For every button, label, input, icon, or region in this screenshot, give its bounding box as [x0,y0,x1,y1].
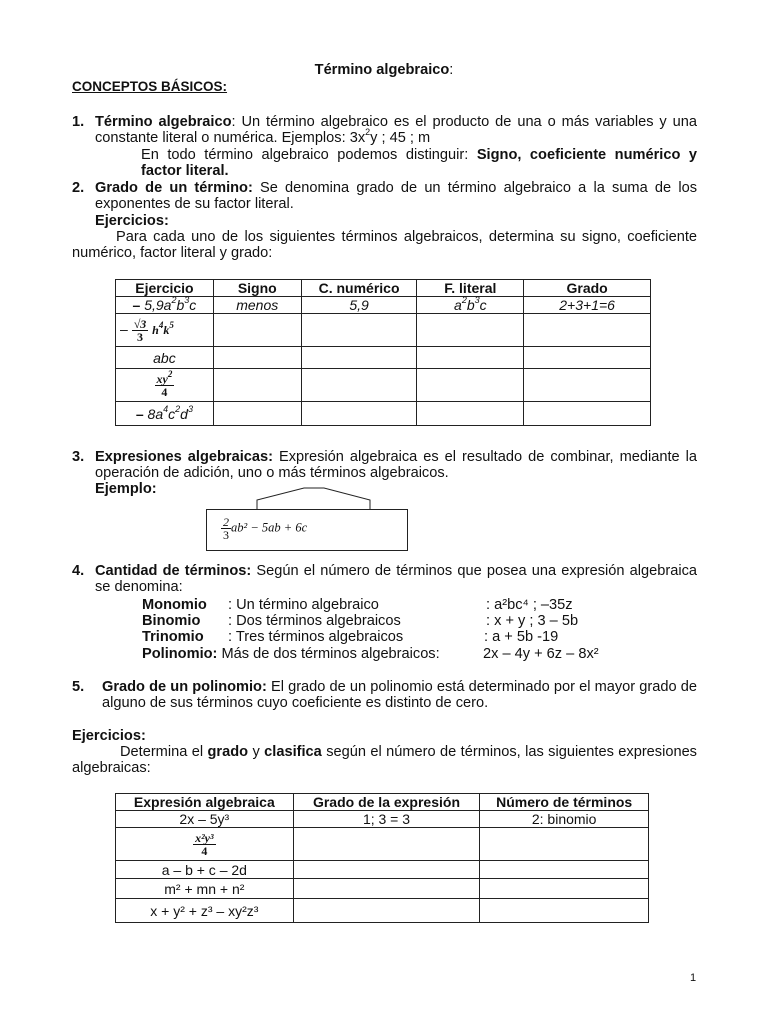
exercise-instructions: Para cada uno de los siguientes términos algebraicos, determina su signo, coeficiente numérico, factor literal y grado: [72,229,697,261]
item-number: 2. [72,180,85,196]
example-label: Ejemplo: [95,481,157,497]
table-cell [524,402,651,426]
table-row [116,297,651,314]
table-cell [116,828,294,861]
table-cell [213,369,301,402]
definition-expresiones: Expresiones algebraicas: Expresión algebraica es el resultado de combinar, mediante la operación de adición, uno o más términos algebraicos. [95,449,697,481]
table-cell [213,347,301,369]
table-cell [417,347,524,369]
header-cell: Grado de la expresión [293,794,480,811]
header-cell: F. literal [417,280,524,297]
table-cell: – $8a^4c^2d^3$ [116,402,214,426]
expressions-table [115,793,649,923]
table-cell: $a^2b^3c$ [417,297,524,314]
table-cell [524,347,651,369]
table-cell [293,828,480,861]
table-row [116,828,649,861]
table-row [116,879,649,899]
table-cell [417,369,524,402]
definition-grado: Grado de un término: Se denomina grado de un término algebraico a la suma de los exponentes de su factor literal. [95,180,697,212]
arrow-pointer-icon [256,487,372,511]
table-cell: a – b + c – 2d [116,861,294,879]
fraction: $\frac{xy^2}{4}$ [156,368,173,399]
classification-monomio: Monomio : Un término algebraico [142,597,379,613]
table-row [116,402,651,426]
example-monomio: : a²bc⁴ ; –35z [486,597,573,613]
item-number: 5. [72,679,85,695]
exercises-label: Ejercicios: [72,728,146,744]
table-cell [417,314,524,347]
table-cell [524,314,651,347]
table-cell [301,402,417,426]
table-cell: x + y² + z³ – xy²z³ [116,899,294,923]
classification-polinomio: Polinomio: Más de dos términos algebraicos: [142,646,440,662]
table-row [116,369,651,402]
item-number: 1. [72,114,85,130]
header-cell: C. numérico [301,280,417,297]
table-cell: abc [116,347,214,369]
table-cell: 5,9 [301,297,417,314]
header-cell: Número de términos [480,794,649,811]
table-cell [293,861,480,879]
table-cell [293,879,480,899]
item-number: 3. [72,449,85,465]
table-cell: – $5,9a^2b^3c$ [116,297,214,314]
exercise-instructions: Determina el grado y clasifica según el número de términos, las siguientes expresiones algebraicas: [72,744,697,776]
definition-cantidad: Cantidad de términos: Según el número de términos que posea una expresión algebraica se denomina: [95,563,698,595]
table-cell [116,369,214,402]
table-cell [480,828,649,861]
table-cell: m² + mn + n² [116,879,294,899]
table-cell: 2+3+1=6 [524,297,651,314]
page-number: 1 [690,972,697,984]
classification-binomio: Binomio : Dos términos algebraicos [142,613,401,629]
table-row [116,899,649,923]
table-row [116,314,651,347]
definition-grado-polinomio: Grado de un polinomio: El grado de un polinomio está determinado por el mayor grado de alguno de sus términos cuyo coeficiente es distinto de cero. [102,679,697,711]
table-cell: 1; 3 = 3 [293,811,480,828]
item-number: 4. [72,563,85,579]
section-heading: CONCEPTOS BÁSICOS: [72,79,228,94]
table-cell [213,314,301,347]
table-header-row [116,280,651,297]
fraction: $\frac{2}{3}$ [223,515,229,542]
definition-termino: Término algebraico: Un término algebraico es el producto de una o más variables y una constante literal o numérica. Ejemplos: $3x^2y$ ; 45 ; m [95,114,697,146]
table-cell [213,402,301,426]
table-cell: 2x – 5y³ [116,811,294,828]
table-header-row [116,794,649,811]
header-cell: Grado [524,280,651,297]
table-cell [524,369,651,402]
example-trinomio: : a + 5b -19 [484,629,559,645]
table-cell [480,899,649,923]
indent-paragraph: En todo término algebraico podemos distinguir: Signo, coeficiente numérico y factor literal. [141,147,697,179]
header-cell: Expresión algebraica [116,794,294,811]
table-cell: menos [213,297,301,314]
classification-trinomio: Trinomio : Tres términos algebraicos [142,629,404,645]
table-cell [301,369,417,402]
table-cell [480,861,649,879]
example-expression: $\frac{2}{3}$ ab² − 5ab + 6c [223,515,308,542]
table-cell [293,899,480,923]
table-cell: – $\frac{√3}{3}$ $h^4k^5$ [116,314,214,347]
table-cell [480,879,649,899]
fraction: $\frac{√3}{3}$ [133,316,147,344]
table-row [116,861,649,879]
fraction: $\frac{\text{x²y³}}{4}$ [195,830,214,858]
exercises-label: Ejercicios: [95,213,169,229]
table-row [116,811,649,828]
table-cell [301,347,417,369]
table-cell [301,314,417,347]
terms-table [115,279,651,426]
page-title: Término algebraico: [314,62,454,78]
header-cell: Ejercicio [116,280,214,297]
example-binomio: : x + y ; 3 – 5b [486,613,579,629]
example-polinomio: 2x – 4y + 6z – 8x² [483,646,599,662]
table-cell [417,402,524,426]
header-cell: Signo [213,280,301,297]
table-cell: 2: binomio [480,811,649,828]
table-row [116,347,651,369]
example-expression-box [206,509,408,551]
